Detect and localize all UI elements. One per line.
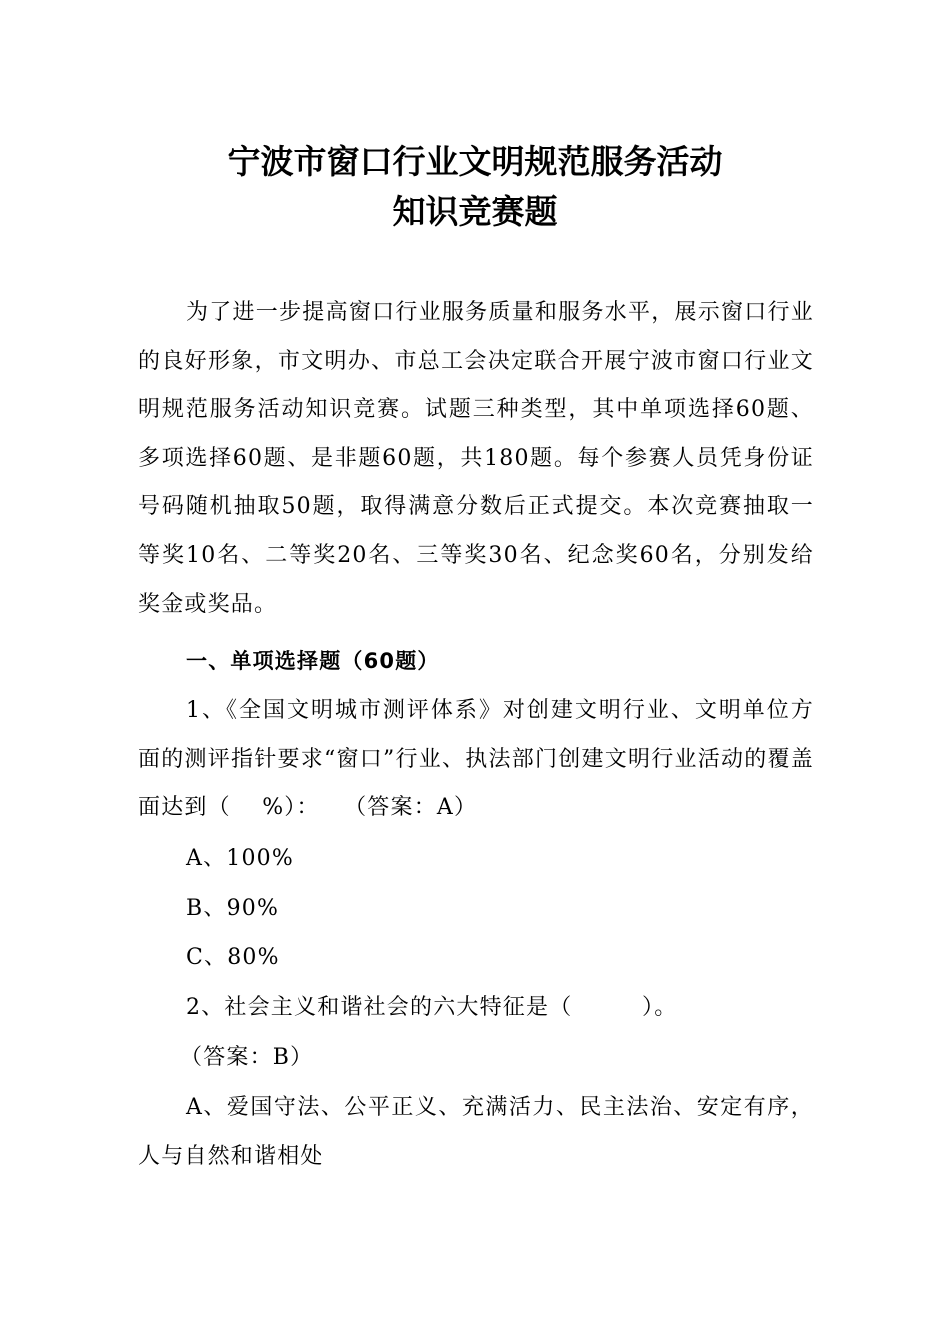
question-1-option-c: C、80% (186, 945, 280, 970)
question-2-text: 2、社会主义和谐社会的六大特征是（ ）。 (186, 995, 678, 1020)
question-1-option-b: B、90% (186, 896, 280, 921)
question-2-answer: （答案：B） (180, 1045, 314, 1070)
document-title-line1: 宁波市窗口行业文明规范服务活动 (227, 142, 723, 181)
intro-paragraph: 为了进一步提高窗口行业服务质量和服务水平，展示窗口行业的良好形象，市文明办、市总工会决定联合开展宁波市窗口行业文明规范服务活动知识竞赛。试题三种类型，其中单项选择60题、多项选择60题、是非题60题，共180题。每个参赛人员凭身份证号码随机抽取50题，取得满意分数后正式提交。本次竞赛抽取一等奖10名、二等奖20名、三等奖30名、纪念奖60名，分别发给奖金或奖品。 (138, 300, 814, 617)
question-2-option-a: A、爱国守法、公平正义、充满活力、民主法治、安定有序，人与自然和谐相处 (138, 1095, 814, 1169)
section-heading-single-choice: 一、单项选择题（60题） (186, 649, 440, 673)
document-title-line2: 知识竞赛题 (392, 192, 558, 231)
question-1-option-a: A、100% (186, 846, 294, 871)
question-1-text: 1、《全国文明城市测评体系》对创建文明行业、文明单位方面的测评指针要求“窗口”行业、执法部门创建文明行业活动的覆盖面达到（ %）： （答案：A） (138, 698, 814, 821)
